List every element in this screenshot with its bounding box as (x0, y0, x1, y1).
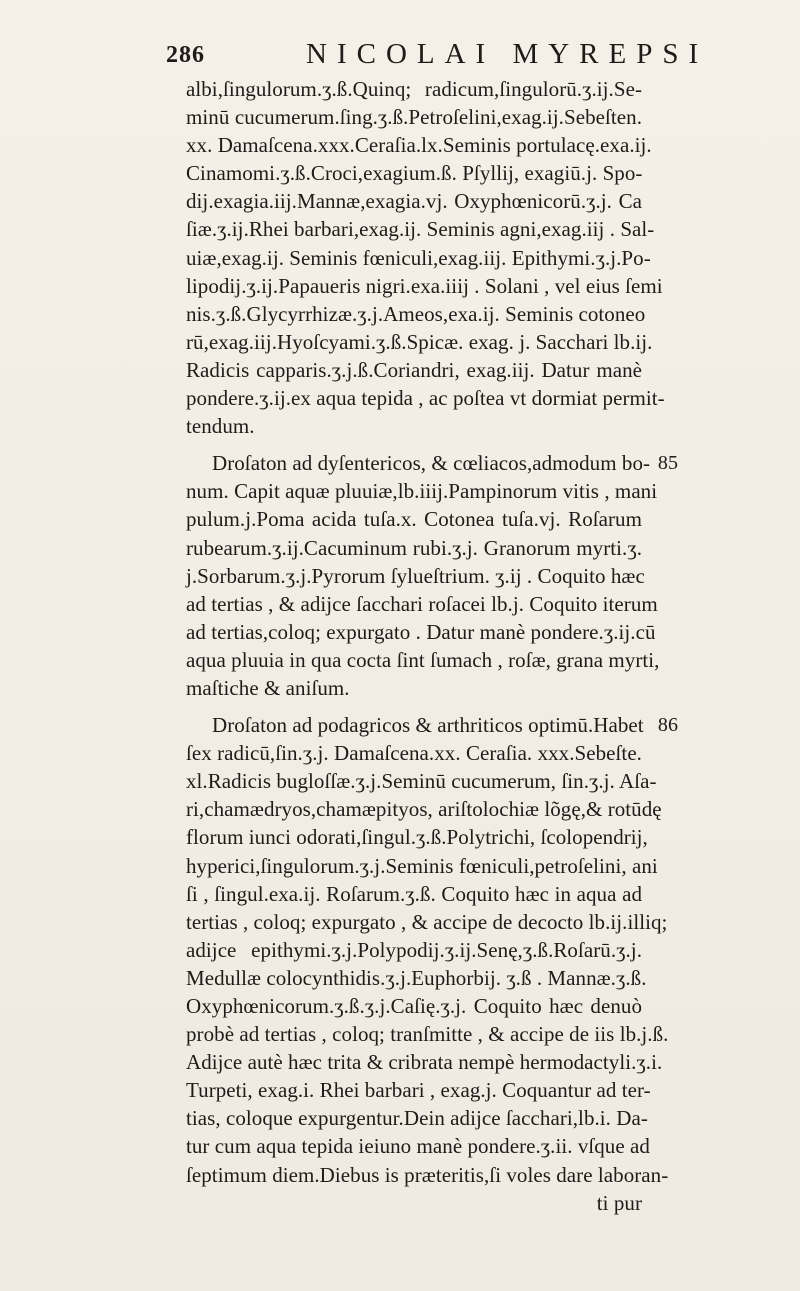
page-number: 286 (166, 42, 205, 68)
text-line: adijce epithymi.ʒ.j.Polypodij.ʒ.ij.Senę,ʒ.ß.Roſarū.ʒ.j. (186, 937, 642, 962)
text-line: Adijce autè hæc trita & cribrata nempè hermodactyli.ʒ.i. (186, 1050, 663, 1075)
text-line: aqua pluuia in qua cocta ſint ſumach , roſæ, grana myrti, (186, 647, 660, 672)
catchword: ti pur (596, 1190, 642, 1215)
text-line: Turpeti, exag.i. Rhei barbari , exag.j. Coquantur ad ter- (186, 1078, 651, 1103)
page-header (0, 38, 800, 78)
text-line: rū,exag.iij.Hyoſcyami.ʒ.ß.Spicæ. exag. j. Sacchari lb.ij. (186, 329, 653, 354)
text-line: ſiæ.ʒ.ij.Rhei barbari,exag.ij. Seminis agni,exag.iij . Sal- (186, 217, 655, 242)
text-line-with-margin (186, 711, 678, 739)
text-line: nis.ʒ.ß.Glycyrrhizæ.ʒ.j.Ameos,exa.ij. Seminis cotoneo (186, 301, 646, 326)
text-line: ri,chamædryos,chamæpityos, ariſtolochiæ lõgę,& rotūdę (186, 797, 662, 822)
text-line: ad tertias,coloq; expurgato . Datur manè pondere.ʒ.ij.cū (186, 619, 656, 644)
text-line: tendum. (186, 414, 255, 439)
text-line: xx. Damaſcena.xxx.Ceraſia.lx.Seminis portulacę.exa.ij. (186, 133, 652, 158)
text-line: pondere.ʒ.ij.ex aqua tepida , ac poſtea vt dormiat permit- (186, 386, 665, 411)
text-line: lipodij.ʒ.ij.Papaueris nigri.exa.iiij . Solani , vel eius ſemi (186, 273, 663, 298)
text-line: dij.exagia.iij.Mannæ,exagia.vj. Oxyphœnicorū.ʒ.j. Ca (186, 189, 642, 214)
text-line: minū cucumerum.ſing.ʒ.ß.Petroſelini,exag.ij.Sebeſten. (186, 105, 642, 130)
text-line: j.Sorbarum.ʒ.j.Pyrorum ſylueſtrium. ʒ.ij . Coquito hæc (186, 563, 645, 588)
text-line: Medullæ colocynthidis.ʒ.j.Euphorbij. ʒ.ß . Mannæ.ʒ.ß. (186, 965, 647, 990)
text-line: ſeptimum diem.Diebus is præteritis,ſi voles dare laboran- (186, 1162, 669, 1187)
text-line: tur cum aqua tepida ieiuno manè pondere.ʒ.ii. vſque ad (186, 1134, 650, 1159)
text-line: Cinamomi.ʒ.ß.Croci,exagium.ß. Pſyllij, exagiū.j. Spo- (186, 161, 643, 186)
text-line: hyperici,ſingulorum.ʒ.j.Seminis fœniculi,petroſelini, ani (186, 853, 658, 878)
text-block (186, 75, 678, 1217)
paragraph-3 (186, 711, 678, 1189)
text-line: Droſaton ad podagricos & arthriticos optimū.Habet (212, 713, 644, 738)
text-line: ſex radicū,ſin.ʒ.j. Damaſcena.xx. Ceraſia. xxx.Sebeſte. (186, 741, 642, 766)
text-line: xl.Radicis bugloſſæ.ʒ.j.Seminū cucumerum, ſin.ʒ.j. Aſa- (186, 769, 657, 794)
text-line: maſtiche & aniſum. (186, 675, 350, 700)
text-line: rubearum.ʒ.ij.Cacuminum rubi.ʒ.j. Granorum myrti.ʒ. (186, 535, 642, 560)
text-line: albi,ſingulorum.ʒ.ß.Quinq; radicum,ſingulorū.ʒ.ij.Se- (186, 77, 642, 101)
text-line: tertias , coloq; expurgato , & accipe de decocto lb.ij.illiq; (186, 909, 668, 934)
text-line: ſi , ſingul.exa.ij. Roſarum.ʒ.ß. Coquito hæc in aqua ad (186, 881, 642, 906)
running-head: NICOLAI MYREPSI (306, 38, 709, 70)
text-line: Oxyphœnicorum.ʒ.ß.ʒ.j.Caſię.ʒ.j. Coquito hæc denuò (186, 994, 642, 1018)
text-line: florum iunci odorati,ſingul.ʒ.ß.Polytrichi, ſcolopendrij, (186, 825, 648, 850)
paragraph-2 (186, 449, 678, 702)
text-line: pulum.j.Poma acida tuſa.x. Cotonea tuſa.vj. Roſarum (186, 507, 642, 532)
text-line: probè ad tertias , coloq; tranſmitte , & accipe de iis lb.j.ß. (186, 1022, 669, 1047)
paragraph-1 (186, 75, 665, 440)
text-line: Radicis capparis.ʒ.j.ß.Coriandri, exag.iij. Datur manè (186, 357, 642, 382)
text-line: Droſaton ad dyſentericos, & cœliacos,admodum bo- (212, 451, 651, 476)
text-line: tias, coloque expurgentur.Dein adijce ſacchari,lb.i. Da- (186, 1106, 648, 1131)
margin-number: 85 (657, 452, 678, 475)
text-line: ad tertias , & adijce ſacchari roſacei lb.j. Coquito iterum (186, 591, 658, 616)
margin-number: 86 (657, 714, 678, 737)
text-line: uiæ,exag.ij. Seminis fœniculi,exag.iij. Epithymi.ʒ.j.Po- (186, 245, 651, 270)
text-line: num. Capit aquæ pluuiæ,lb.iiij.Pampinorum vitis , mani (186, 479, 658, 504)
text-line-with-margin (186, 449, 678, 477)
